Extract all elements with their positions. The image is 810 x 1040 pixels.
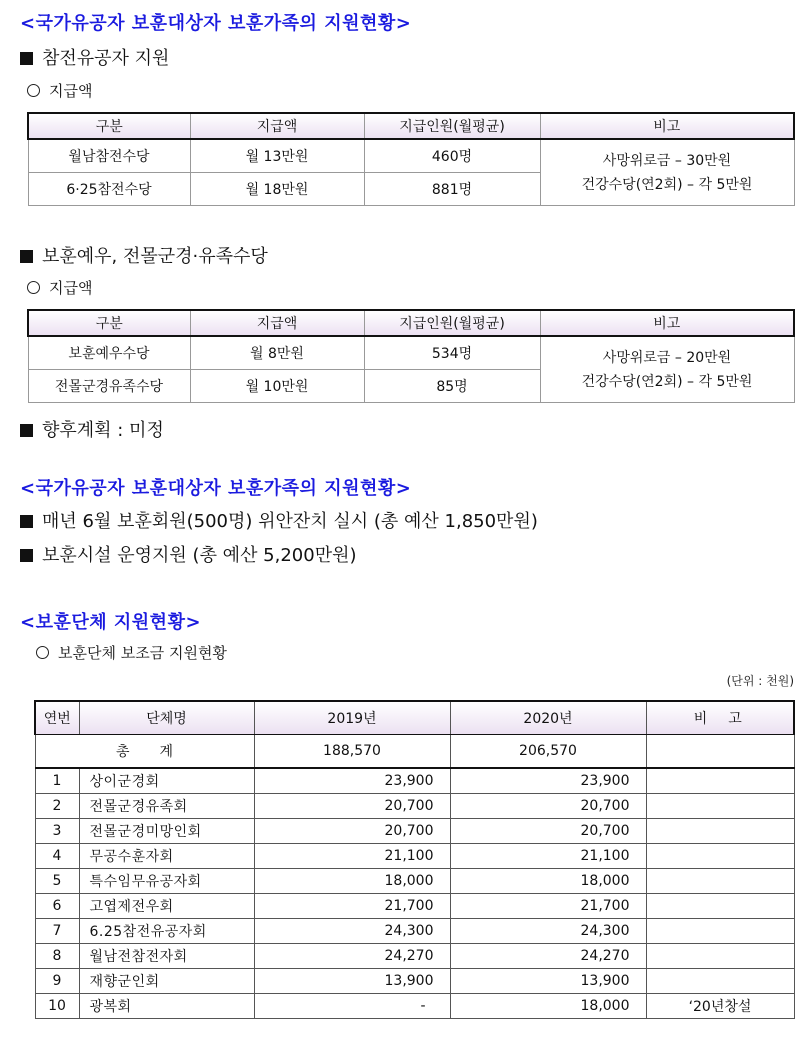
row-org-name: 월남전참전자회 [79, 944, 254, 969]
row-2020: 20,700 [450, 819, 646, 844]
circle-bullet-icon [36, 646, 49, 659]
note-line2: 건강수당(연2회) – 각 5만원 [581, 373, 753, 390]
table-header-row [35, 701, 794, 735]
row-note [646, 919, 794, 944]
row-no: 8 [35, 944, 79, 969]
header-category: 구분 [28, 310, 190, 336]
total-2020: 206,570 [450, 735, 646, 769]
item1-sub: 지급액 [49, 82, 93, 100]
row-no: 10 [35, 994, 79, 1019]
row-note [646, 869, 794, 894]
table-header-row [28, 113, 794, 139]
row-note [646, 894, 794, 919]
row-amount: 월 10만원 [190, 370, 364, 403]
total-note [646, 735, 794, 769]
square-bullet-icon [20, 424, 33, 437]
row-2020: 24,300 [450, 919, 646, 944]
row-category: 보훈예우수당 [28, 336, 190, 370]
row-org-name: 무공수훈자회 [79, 844, 254, 869]
item2-heading-row [20, 242, 268, 268]
organization-subsidy-table [34, 700, 795, 1019]
row-no: 7 [35, 919, 79, 944]
row-2019: - [254, 994, 450, 1019]
header-note: 비고 [540, 310, 794, 336]
section2-title: <국가유공자 보훈대상자 보훈가족의 지원현황> [20, 478, 412, 499]
row-2020: 18,000 [450, 994, 646, 1019]
header-amount: 지급액 [190, 310, 364, 336]
row-no: 9 [35, 969, 79, 994]
table-row [35, 844, 794, 869]
section3-sub: 보훈단체 보조금 지원현황 [58, 644, 227, 662]
note-line1: 사망위로금 – 20만원 [602, 349, 732, 366]
row-note [646, 969, 794, 994]
circle-bullet-icon [27, 281, 40, 294]
row-2020: 18,000 [450, 869, 646, 894]
row-category: 전몰군경유족수당 [28, 370, 190, 403]
row-2019: 20,700 [254, 819, 450, 844]
row-org-name: 6.25참전유공자회 [79, 919, 254, 944]
row-people: 881명 [364, 173, 540, 206]
note-line1: 사망위로금 – 30만원 [602, 152, 732, 169]
row-no: 5 [35, 869, 79, 894]
table-row [35, 944, 794, 969]
row-note [646, 794, 794, 819]
header-note: 비고 [540, 113, 794, 139]
row-org-name: 재향군인회 [79, 969, 254, 994]
row-org-name: 전몰군경미망인회 [79, 819, 254, 844]
row-2019: 23,900 [254, 768, 450, 794]
row-amount: 월 8만원 [190, 336, 364, 370]
square-bullet-icon [20, 250, 33, 263]
plan-text: 향후계획 : 미정 [42, 420, 164, 441]
header-org-name: 단체명 [79, 701, 254, 735]
row-note [540, 336, 794, 403]
row-2020: 21,100 [450, 844, 646, 869]
row-2020: 21,700 [450, 894, 646, 919]
section3-sub-row [36, 642, 227, 663]
table-header-row [28, 310, 794, 336]
unit-label: (단위 : 천원) [726, 674, 794, 688]
row-org-name: 고엽제전우회 [79, 894, 254, 919]
row-category: 월남참전수당 [28, 139, 190, 173]
row-note [646, 844, 794, 869]
row-org-name: 특수임무유공자회 [79, 869, 254, 894]
item2-heading: 보훈예우, 전몰군경·유족수당 [42, 246, 268, 267]
header-note: 비 고 [646, 701, 794, 735]
row-2020: 13,900 [450, 969, 646, 994]
row-no: 6 [35, 894, 79, 919]
header-amount: 지급액 [190, 113, 364, 139]
header-no: 연번 [35, 701, 79, 735]
row-no: 4 [35, 844, 79, 869]
row-2019: 18,000 [254, 869, 450, 894]
total-label: 총계 [35, 735, 254, 769]
table-row [35, 919, 794, 944]
header-people: 지급인원(월평균) [364, 310, 540, 336]
row-no: 3 [35, 819, 79, 844]
header-people: 지급인원(월평균) [364, 113, 540, 139]
row-org-name: 광복회 [79, 994, 254, 1019]
table-row [35, 819, 794, 844]
row-2019: 21,700 [254, 894, 450, 919]
table-row [35, 794, 794, 819]
row-org-name: 상이군경회 [79, 768, 254, 794]
row-note [540, 139, 794, 206]
honor-allowance-table [27, 309, 795, 403]
note-line2: 건강수당(연2회) – 각 5만원 [581, 176, 753, 193]
header-category: 구분 [28, 113, 190, 139]
table-row [35, 869, 794, 894]
row-2019: 13,900 [254, 969, 450, 994]
row-amount: 월 18만원 [190, 173, 364, 206]
square-bullet-icon [20, 52, 33, 65]
veterans-allowance-table [27, 112, 795, 206]
square-bullet-icon [20, 549, 33, 562]
row-note [646, 819, 794, 844]
row-2019: 24,300 [254, 919, 450, 944]
table-row [28, 336, 794, 370]
item1-sub-row [27, 80, 92, 101]
total-row [35, 735, 794, 769]
item2-sub-row [27, 277, 92, 298]
row-2020: 24,270 [450, 944, 646, 969]
row-note [646, 768, 794, 794]
table-row [35, 994, 794, 1019]
item1-heading: 참전유공자 지원 [42, 48, 170, 69]
row-note: ‘20년창설 [646, 994, 794, 1019]
row-people: 85명 [364, 370, 540, 403]
row-note [646, 944, 794, 969]
table-row [28, 139, 794, 173]
row-people: 460명 [364, 139, 540, 173]
table-row [35, 969, 794, 994]
header-2019: 2019년 [254, 701, 450, 735]
row-2019: 24,270 [254, 944, 450, 969]
row-2020: 20,700 [450, 794, 646, 819]
section1-title: <국가유공자 보훈대상자 보훈가족의 지원현황> [20, 13, 412, 34]
plan-row [20, 416, 164, 442]
square-bullet-icon [20, 515, 33, 528]
circle-bullet-icon [27, 84, 40, 97]
table-row [35, 894, 794, 919]
row-people: 534명 [364, 336, 540, 370]
section2-bullet2-row [20, 541, 357, 567]
header-2020: 2020년 [450, 701, 646, 735]
row-2019: 20,700 [254, 794, 450, 819]
item1-heading-row [20, 44, 169, 70]
section3-title: <보훈단체 지원현황> [20, 612, 202, 633]
section2-bullet2: 보훈시설 운영지원 (총 예산 5,200만원) [42, 545, 357, 566]
row-2019: 21,100 [254, 844, 450, 869]
section2-bullet1: 매년 6월 보훈회원(500명) 위안잔치 실시 (총 예산 1,850만원) [42, 511, 538, 532]
item2-sub: 지급액 [49, 279, 93, 297]
row-category: 6·25참전수당 [28, 173, 190, 206]
section2-bullet1-row [20, 507, 538, 533]
row-amount: 월 13만원 [190, 139, 364, 173]
row-no: 2 [35, 794, 79, 819]
row-no: 1 [35, 768, 79, 794]
total-2019: 188,570 [254, 735, 450, 769]
row-org-name: 전몰군경유족회 [79, 794, 254, 819]
row-2020: 23,900 [450, 768, 646, 794]
table-row [35, 768, 794, 794]
